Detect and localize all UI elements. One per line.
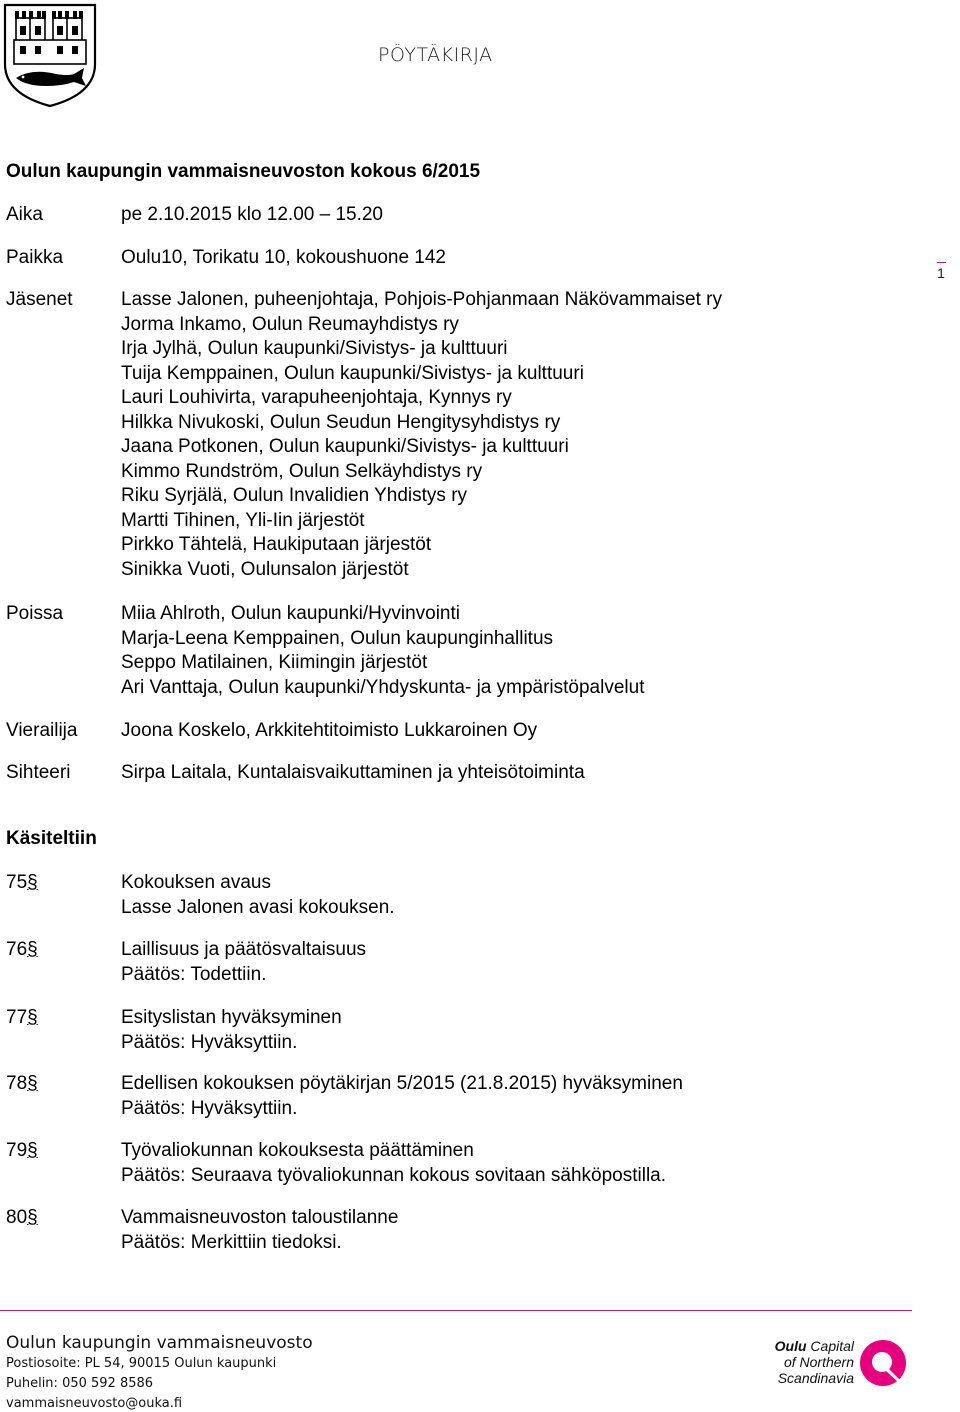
footer-phone: Puhelin: 050 592 8586 <box>6 1376 154 1391</box>
page-number <box>934 262 948 281</box>
brand-text: Oulu Capital of Northern Scandinavia <box>774 1338 854 1386</box>
agenda-item-text: Päätös: Hyväksyttiin. <box>121 1097 298 1119</box>
section-sign: § <box>27 872 38 893</box>
footer-divider <box>0 1310 912 1311</box>
agenda-item-title: Kokouksen avaus <box>121 872 271 893</box>
member-item: Jaana Potkonen, Oulun kaupunki/Sivistys- ja kulttuuri <box>121 436 569 457</box>
member-item: Tuija Kemppainen, Oulun kaupunki/Sivistys- ja kulttuuri <box>121 362 584 384</box>
place-label: Paikka <box>6 247 64 268</box>
meeting-title: Oulun kaupungin vammaisneuvoston kokous 6/2015 <box>6 161 481 182</box>
visitor-value: Joona Koskelo, Arkkitehtitoimisto Lukkaroinen Oy <box>121 720 538 741</box>
section-sign: § <box>27 1140 38 1161</box>
member-item: Sinikka Vuoti, Oulunsalon järjestöt <box>121 558 409 580</box>
document-type-label: PÖYTÄKIRJA <box>378 44 493 66</box>
member-item: Pirkko Tähtelä, Haukiputaan järjestöt <box>121 534 432 555</box>
absent-item: Miia Ahlroth, Oulun kaupunki/Hyvinvointi <box>121 603 461 624</box>
members-list <box>121 288 722 582</box>
agenda-item-title: Edellisen kokouksen pöytäkirjan 5/2015 (21.8.2015) hyväksyminen <box>121 1073 683 1094</box>
absent-label: Poissa <box>6 603 64 624</box>
footer-address: Postiosoite: PL 54, 90015 Oulun kaupunki <box>6 1356 277 1371</box>
visitor-label: Vierailija <box>6 720 78 741</box>
agenda-item-title: Laillisuus ja päätösvaltaisuus <box>121 939 367 960</box>
brand-mark-icon <box>858 1338 908 1388</box>
members-label: Jäsenet <box>6 289 73 310</box>
absent-item: Ari Vanttaja, Oulun kaupunki/Yhdyskunta- ja ympäristöpalvelut <box>121 676 645 698</box>
agenda-item-text: Päätös: Seuraava työvaliokunnan kokous sovitaan sähköpostilla. <box>121 1164 667 1186</box>
agenda-item-text: Päätös: Merkittiin tiedoksi. <box>121 1231 342 1253</box>
member-item: Irja Jylhä, Oulun kaupunki/Sivistys- ja kulttuuri <box>121 338 508 359</box>
member-item: Kimmo Rundström, Oulun Selkäyhdistys ry <box>121 460 483 482</box>
secretary-value: Sirpa Laitala, Kuntalaisvaikuttaminen ja yhteisötoiminta <box>121 762 585 783</box>
oulu-brand-logo <box>762 1338 922 1390</box>
agenda-item-number: 75§ <box>6 872 38 893</box>
place-value: Oulu10, Torikatu 10, kokoushuone 142 <box>121 247 446 268</box>
time-label: Aika <box>6 204 43 225</box>
section-sign: § <box>27 1073 38 1094</box>
agenda-item-number: 80§ <box>6 1207 38 1228</box>
agenda-item-title: Työvaliokunnan kokouksesta päättäminen <box>121 1140 474 1161</box>
section-sign: § <box>27 1007 38 1028</box>
agenda-item-number: 76§ <box>6 939 38 960</box>
member-item: Hilkka Nivukoski, Oulun Seudun Hengitysyhdistys ry <box>121 411 561 433</box>
page-number-text: 1 <box>937 265 945 281</box>
footer-organization: Oulun kaupungin vammaisneuvosto <box>6 1333 313 1353</box>
member-item: Lasse Jalonen, puheenjohtaja, Pohjois-Pohjanmaan Näkövammaiset ry <box>121 289 722 310</box>
agenda-item-text: Päätös: Hyväksyttiin. <box>121 1031 298 1053</box>
page-number-accent <box>937 262 946 263</box>
footer-email[interactable]: vammaisneuvosto@ouka.fi <box>6 1396 183 1411</box>
member-item: Riku Syrjälä, Oulun Invalidien Yhdistys ry <box>121 485 468 506</box>
agenda-item-title: Esityslistan hyväksyminen <box>121 1007 342 1028</box>
agenda-item-number: 78§ <box>6 1073 38 1094</box>
member-item: Jorma Inkamo, Oulun Reumayhdistys ry <box>121 313 459 335</box>
member-item: Lauri Louhivirta, varapuheenjohtaja, Kynnys ry <box>121 387 512 408</box>
member-item: Martti Tihinen, Yli-Iin järjestöt <box>121 509 365 531</box>
oulu-coat-of-arms-logo <box>2 2 98 108</box>
agenda-item-title: Vammaisneuvoston taloustilanne <box>121 1207 399 1228</box>
agenda-item-text: Päätös: Todettiin. <box>121 963 267 985</box>
time-value: pe 2.10.2015 klo 12.00 – 15.20 <box>121 204 384 225</box>
absent-list <box>121 602 644 700</box>
absent-item: Seppo Matilainen, Kiimingin järjestöt <box>121 652 428 673</box>
agenda-item-text: Lasse Jalonen avasi kokouksen. <box>121 896 395 918</box>
absent-item: Marja-Leena Kemppainen, Oulun kaupunginhallitus <box>121 627 554 649</box>
agenda-item-number: 77§ <box>6 1007 38 1028</box>
agenda-item-number: 79§ <box>6 1140 38 1161</box>
section-sign: § <box>27 1207 38 1228</box>
agenda-heading: Käsiteltiin <box>6 828 97 849</box>
section-sign: § <box>27 939 38 960</box>
secretary-label: Sihteeri <box>6 762 71 783</box>
